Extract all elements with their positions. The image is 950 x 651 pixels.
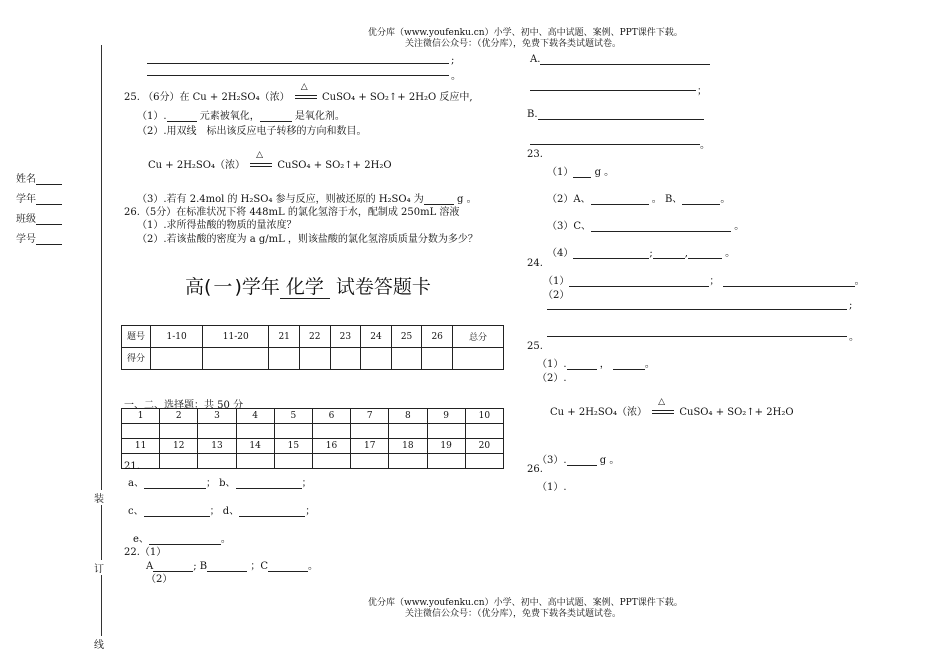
score-table-header: 24 xyxy=(361,326,392,348)
choice-number: 13 xyxy=(198,439,236,454)
choice-number: 11 xyxy=(122,439,160,454)
right-q24-num: 24. xyxy=(527,258,543,269)
answer-line xyxy=(530,144,700,145)
student-name-field[interactable]: 姓名 xyxy=(16,170,62,185)
choice-answer-cell[interactable] xyxy=(389,424,427,439)
left-q22-num: 22.（1） xyxy=(124,547,167,558)
right-q25-num: 25. xyxy=(527,341,543,352)
choice-number: 5 xyxy=(274,409,312,424)
score-cell[interactable] xyxy=(391,348,422,370)
choice-answer-cell[interactable] xyxy=(389,454,427,469)
left-q25-stem: 25. （6分）在 Cu + 2H₂SO₄（浓） △ CuSO₄ + SO₂↑+ 2H₂O 反应中, xyxy=(124,81,473,103)
choice-answer-cell[interactable] xyxy=(427,454,465,469)
choice-answer-cell[interactable] xyxy=(160,424,198,439)
score-cell[interactable] xyxy=(151,348,203,370)
left-q26-stem: 26.（5分）在标准状况下将 448mL 的氯化氢溶于水，配制成 250mL 溶液 xyxy=(124,207,460,218)
student-year-field[interactable]: 学年 xyxy=(16,190,62,205)
q22-B-answer[interactable]: B. xyxy=(527,108,704,120)
left-q21-num: 21. xyxy=(124,461,140,472)
q23-part2[interactable]: （2）A、 。 B、 。 xyxy=(547,194,731,205)
answer-line xyxy=(147,63,449,64)
score-cell[interactable] xyxy=(422,348,453,370)
score-table-header: 1-10 xyxy=(151,326,203,348)
choice-number: 12 xyxy=(160,439,198,454)
choice-answer-cell[interactable] xyxy=(351,454,389,469)
score-table-header: 22 xyxy=(299,326,330,348)
choice-answer-cell[interactable] xyxy=(274,454,312,469)
left-q22-part2: （2） xyxy=(146,574,173,585)
score-cell[interactable] xyxy=(361,348,392,370)
score-cell[interactable] xyxy=(299,348,330,370)
choice-answer-cell[interactable] xyxy=(427,424,465,439)
choice-number: 19 xyxy=(427,439,465,454)
choice-number: 14 xyxy=(236,439,274,454)
right-q23-num: 23. xyxy=(527,149,543,160)
choice-answer-cell[interactable] xyxy=(122,424,160,439)
answer-line xyxy=(547,336,847,337)
q21-ab-answers[interactable]: a、 ； b、 ； xyxy=(128,478,312,489)
choice-number: 16 xyxy=(312,439,350,454)
header-line-2: 关注微信公众号：（优分库），免费下载各类试题试卷。 xyxy=(405,39,622,49)
score-table-header: 23 xyxy=(330,326,361,348)
choice-section-label: 一、二、选择题：共 50 分 xyxy=(124,400,244,411)
footer-line-2: 关注微信公众号：（优分库），免费下载各类试题试卷。 xyxy=(405,609,622,619)
q25-part3[interactable]: （3）. g 。 xyxy=(537,455,620,466)
heat-arrow-icon: △ xyxy=(652,407,674,419)
answer-line xyxy=(530,90,696,91)
binding-mark-ding: 订 xyxy=(94,560,104,575)
choice-answer-cell[interactable] xyxy=(465,454,503,469)
q22-part1-answers[interactable]: A ; B ；C 。 xyxy=(146,561,318,572)
left-q26-part1: （1）.求所得盐酸的物质的量浓度？ xyxy=(137,220,297,231)
q22-A-answer[interactable]: A. xyxy=(530,53,710,65)
choice-number: 2 xyxy=(160,409,198,424)
choice-answer-grid xyxy=(121,408,504,469)
score-cell[interactable] xyxy=(203,348,269,370)
score-table-header: 11-20 xyxy=(203,326,269,348)
choice-answer-cell[interactable] xyxy=(351,424,389,439)
choice-answer-cell[interactable] xyxy=(198,424,236,439)
choice-number: 9 xyxy=(427,409,465,424)
left-q26-part2: （2）.若该盐酸的密度为 a g/mL ，则该盐酸的氯化氢溶质质量分数为多少？ xyxy=(137,234,478,245)
answer-line xyxy=(547,309,847,310)
binding-mark-xian: 线 xyxy=(94,636,104,651)
right-q25-part2: （2）. xyxy=(537,373,567,384)
score-table-header: 21 xyxy=(269,326,300,348)
left-q25-equation: Cu + 2H₂SO₄（浓） △ CuSO₄ + SO₂↑+ 2H₂O xyxy=(148,149,392,171)
student-number-field[interactable]: 学号 xyxy=(16,230,62,245)
q21-cd-answers[interactable]: c、 ； d、 ； xyxy=(128,506,316,517)
right-q24-part2: （2） xyxy=(543,290,570,301)
q25-part1[interactable]: （1）. ， 。 xyxy=(537,359,655,370)
right-q25-equation: Cu + 2H₂SO₄（浓） △ CuSO₄ + SO₂↑+ 2H₂O xyxy=(550,396,794,418)
score-cell[interactable] xyxy=(453,348,504,370)
choice-number: 3 xyxy=(198,409,236,424)
binding-mark-zhuang: 装 xyxy=(94,490,104,505)
choice-number: 20 xyxy=(465,439,503,454)
student-class-field[interactable]: 班级 xyxy=(16,210,62,225)
choice-number: 18 xyxy=(389,439,427,454)
choice-answer-cell[interactable] xyxy=(465,424,503,439)
score-table-row2-label: 得分 xyxy=(122,348,151,370)
heat-arrow-icon: △ xyxy=(250,160,272,172)
choice-number: 6 xyxy=(312,409,350,424)
q23-part3[interactable]: （3）C、 。 xyxy=(547,221,745,232)
right-q26-num: 26. xyxy=(527,464,543,475)
choice-number: 15 xyxy=(274,439,312,454)
choice-number: 7 xyxy=(351,409,389,424)
choice-answer-cell[interactable] xyxy=(312,454,350,469)
left-q25-part3: （3）.若有 2.4mol 的 H₂SO₄ 参与反应，则被还原的 H₂SO₄ 为 g 。 xyxy=(137,194,477,205)
q21-e-answer[interactable]: e、 。 xyxy=(133,534,231,545)
choice-number: 8 xyxy=(389,409,427,424)
footer-line-1: 优分库（www.youfenku.cn）小学、初中、高中试题、案例、PPT课件下载。 xyxy=(368,598,683,608)
left-q25-part2: （2）.用双线 标出该反应电子转移的方向和数目。 xyxy=(137,126,367,137)
score-table-header: 26 xyxy=(422,326,453,348)
heat-arrow-icon: △ xyxy=(295,92,317,104)
choice-answer-cell[interactable] xyxy=(312,424,350,439)
left-q25-part1: （1）. 元素被氧化， 是氧化剂。 xyxy=(137,111,345,122)
q23-part4[interactable]: （4） ; , 。 xyxy=(547,248,736,259)
choice-number: 17 xyxy=(351,439,389,454)
right-q26-part1: （1）. xyxy=(537,482,567,493)
choice-answer-cell[interactable] xyxy=(198,454,236,469)
answer-line xyxy=(147,75,449,76)
choice-number: 10 xyxy=(465,409,503,424)
score-table-row1-label: 题号 xyxy=(122,326,151,348)
header-line-1: 优分库（www.youfenku.cn）小学、初中、高中试题、案例、PPT课件下载。 xyxy=(368,28,683,38)
q24-part1[interactable]: （1） ； 。 xyxy=(543,276,865,287)
score-table xyxy=(121,325,504,370)
choice-answer-cell[interactable] xyxy=(236,454,274,469)
score-table-header: 总分 xyxy=(453,326,504,348)
score-cell[interactable] xyxy=(269,348,300,370)
choice-answer-cell[interactable] xyxy=(236,424,274,439)
score-cell[interactable] xyxy=(330,348,361,370)
score-table-header: 25 xyxy=(391,326,422,348)
choice-number: 1 xyxy=(122,409,160,424)
choice-answer-cell[interactable] xyxy=(274,424,312,439)
answer-sheet-title: 高( 一 )学年 化学 试卷答题卡 xyxy=(185,276,431,298)
q23-part1[interactable]: （1） g 。 xyxy=(547,167,615,178)
choice-number: 4 xyxy=(236,409,274,424)
choice-answer-cell[interactable] xyxy=(160,454,198,469)
